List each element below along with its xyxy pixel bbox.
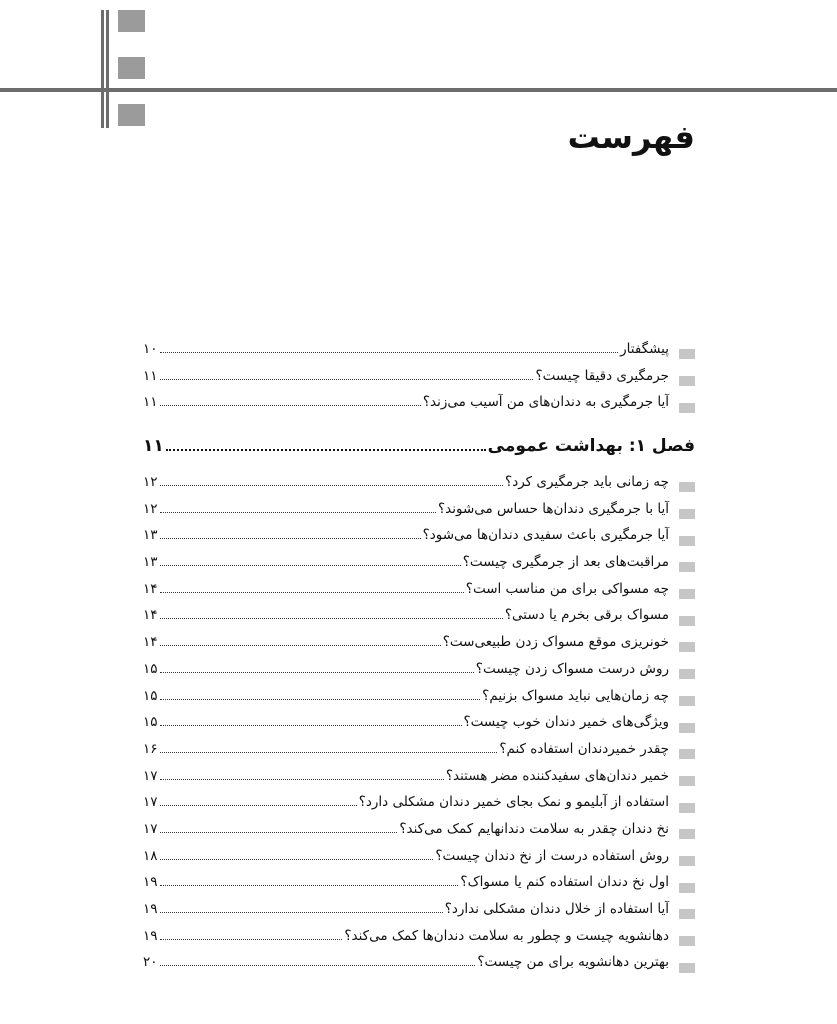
bullet-square-icon bbox=[679, 883, 695, 893]
toc-entry-label: نخ دندان چقدر به سلامت دندانهایم کمک می‌کند؟ bbox=[399, 820, 669, 837]
bullet-square-icon bbox=[679, 642, 695, 652]
toc-entry[interactable] bbox=[143, 394, 695, 421]
toc-entry[interactable] bbox=[143, 501, 695, 528]
header-square-2 bbox=[118, 57, 145, 79]
chapter-label: فصل ۱: بهداشت عمومی bbox=[487, 436, 695, 456]
toc-entry[interactable] bbox=[143, 607, 695, 634]
toc-entry-page-number: ۱۲ bbox=[143, 500, 158, 517]
toc-entry-page-number: ۱۸ bbox=[143, 847, 158, 864]
bullet-square-icon bbox=[679, 856, 695, 866]
dot-leader bbox=[160, 742, 498, 753]
dot-leader bbox=[160, 929, 343, 940]
page-title: فهرست bbox=[567, 118, 695, 156]
bullet-square-icon bbox=[679, 536, 695, 546]
bullet-square-icon bbox=[679, 749, 695, 759]
toc-entry-label: روش درست مسواک زدن چیست؟ bbox=[475, 660, 669, 677]
toc-entry-label: چه زمان‌هایی نباید مسواک بزنیم؟ bbox=[482, 687, 669, 704]
toc-entry[interactable] bbox=[143, 848, 695, 875]
toc-entry-label: آیا با جرمگیری دندان‌ها حساس می‌شوند؟ bbox=[437, 500, 669, 517]
bullet-square-icon bbox=[679, 829, 695, 839]
bullet-square-icon bbox=[679, 723, 695, 733]
toc-entry-label: چقدر خمیردندان استفاده کنم؟ bbox=[499, 740, 669, 757]
bullet-square-icon bbox=[679, 349, 695, 359]
toc-entry[interactable] bbox=[143, 661, 695, 688]
dot-leader bbox=[160, 502, 436, 513]
bullet-square-icon bbox=[679, 776, 695, 786]
bullet-square-icon bbox=[679, 669, 695, 679]
bullet-square-icon bbox=[679, 963, 695, 973]
bullet-square-icon bbox=[679, 936, 695, 946]
dot-leader bbox=[160, 662, 474, 673]
toc-entry[interactable] bbox=[143, 821, 695, 848]
dot-leader bbox=[160, 555, 461, 566]
toc-entry[interactable] bbox=[143, 794, 695, 821]
toc-entry-label: چه مسواکی برای من مناسب است؟ bbox=[465, 580, 669, 597]
dot-leader bbox=[160, 955, 476, 966]
toc-entry-page-number: ۱۴ bbox=[143, 634, 158, 651]
toc-entry[interactable] bbox=[143, 874, 695, 901]
bullet-square-icon bbox=[679, 696, 695, 706]
toc-entry-page-number: ۱۶ bbox=[143, 740, 158, 757]
toc-entry[interactable] bbox=[143, 554, 695, 581]
bullet-square-icon bbox=[679, 616, 695, 626]
toc-entry-page-number: ۱۳ bbox=[143, 527, 158, 544]
bullet-square-icon bbox=[679, 403, 695, 413]
chapter-dot-leader bbox=[166, 437, 486, 451]
chapter-page-number: ۱۱ bbox=[143, 436, 164, 456]
toc-entry-label: دهانشویه چیست و چطور به سلامت دندان‌ها کمک می‌کند؟ bbox=[344, 927, 669, 944]
dot-leader bbox=[160, 635, 441, 646]
toc-entry[interactable] bbox=[143, 368, 695, 395]
toc-entry-page-number: ۱۷ bbox=[143, 820, 158, 837]
toc-entry-page-number: ۱۵ bbox=[143, 714, 158, 731]
dot-leader bbox=[160, 769, 444, 780]
bullet-square-icon bbox=[679, 562, 695, 572]
dot-leader bbox=[160, 902, 443, 913]
dot-leader bbox=[160, 875, 459, 886]
toc-entry-page-number: ۱۷ bbox=[143, 794, 158, 811]
bullet-square-icon bbox=[679, 589, 695, 599]
toc-entry[interactable] bbox=[143, 527, 695, 554]
toc-entry-page-number: ۱۹ bbox=[143, 901, 158, 917]
toc-entry-page-number: ۱۷ bbox=[143, 767, 158, 784]
bullet-square-icon bbox=[679, 509, 695, 519]
toc-entry[interactable] bbox=[143, 954, 695, 981]
toc-entry[interactable] bbox=[143, 474, 695, 501]
toc-entry-page-number: ۱۱ bbox=[143, 394, 158, 411]
toc-entry-page-number: ۱۴ bbox=[143, 580, 158, 597]
toc-entry-list bbox=[143, 474, 695, 981]
toc-entry-page-number: ۲۰ bbox=[143, 954, 158, 971]
toc-entry-page-number: ۱۹ bbox=[143, 874, 158, 891]
toc-entry-page-number: ۱۵ bbox=[143, 687, 158, 704]
toc-entry-label: آیا جرمگیری باعث سفیدی دندان‌ها می‌شود؟ bbox=[422, 527, 669, 544]
bullet-square-icon bbox=[679, 909, 695, 919]
toc-entry-label: روش استفاده درست از نخ دندان چیست؟ bbox=[435, 847, 669, 864]
toc-entry[interactable] bbox=[143, 688, 695, 715]
header-rule bbox=[0, 88, 837, 92]
toc-intro-list bbox=[143, 341, 695, 421]
toc-entry[interactable] bbox=[143, 901, 695, 928]
toc-entry-label: آیا جرمگیری به دندان‌های من آسیب می‌زند؟ bbox=[422, 394, 669, 411]
toc-entry[interactable] bbox=[143, 928, 695, 955]
toc-entry-label: بهترین دهانشویه برای من چیست؟ bbox=[477, 954, 669, 971]
toc-entry-label: خمیر دندان‌های سفیدکننده مضر هستند؟ bbox=[445, 767, 669, 784]
dot-leader bbox=[160, 395, 421, 406]
dot-leader bbox=[160, 822, 398, 833]
bullet-square-icon bbox=[679, 482, 695, 492]
toc-entry[interactable] bbox=[143, 634, 695, 661]
toc-entry[interactable] bbox=[143, 741, 695, 768]
toc-entry-page-number: ۱۰ bbox=[143, 341, 158, 357]
dot-leader bbox=[160, 608, 503, 619]
bullet-square-icon bbox=[679, 376, 695, 386]
toc-entry-label: اول نخ دندان استفاده کنم یا مسواک؟ bbox=[460, 874, 669, 891]
header-vertical-rule-left bbox=[101, 10, 104, 128]
toc-entry-page-number: ۱۳ bbox=[143, 554, 158, 571]
toc-entry-label: مراقبت‌های بعد از جرمگیری چیست؟ bbox=[462, 554, 669, 571]
toc-entry-label: جرمگیری دقیقا چیست؟ bbox=[535, 367, 669, 384]
toc-entry[interactable] bbox=[143, 581, 695, 608]
dot-leader bbox=[160, 475, 504, 486]
dot-leader bbox=[160, 369, 534, 380]
dot-leader bbox=[160, 849, 434, 860]
toc-entry-label: پیشگفتار bbox=[620, 341, 669, 357]
toc-entry-page-number: ۱۹ bbox=[143, 927, 158, 944]
bullet-square-icon bbox=[679, 803, 695, 813]
chapter-heading[interactable] bbox=[143, 436, 695, 466]
header-square-1 bbox=[118, 10, 145, 32]
toc-entry-label: مسواک برقی بخرم یا دستی؟ bbox=[504, 607, 669, 624]
dot-leader bbox=[160, 689, 481, 700]
header-vertical-rule-right bbox=[106, 10, 109, 128]
dot-leader bbox=[160, 582, 464, 593]
header-square-3 bbox=[118, 104, 145, 126]
toc-entry-label: چه زمانی باید جرمگیری کرد؟ bbox=[505, 474, 669, 490]
toc-entry[interactable] bbox=[143, 341, 695, 368]
toc-entry-page-number: ۱۱ bbox=[143, 367, 158, 384]
dot-leader bbox=[160, 528, 421, 539]
toc-entry-label: استفاده از آبلیمو و نمک بجای خمیر دندان مشکلی دارد؟ bbox=[358, 794, 669, 811]
dot-leader bbox=[160, 715, 462, 726]
toc-entry-page-number: ۱۴ bbox=[143, 607, 158, 624]
dot-leader bbox=[160, 342, 619, 353]
toc-entry-label: ویژگی‌های خمیر دندان خوب چیست؟ bbox=[463, 714, 669, 731]
toc-entry[interactable] bbox=[143, 768, 695, 795]
toc-entry-page-number: ۱۲ bbox=[143, 474, 158, 490]
toc-entry-label: آیا استفاده از خلال دندان مشکلی ندارد؟ bbox=[444, 901, 669, 917]
toc-entry[interactable] bbox=[143, 714, 695, 741]
toc-entry-label: خونریزی موقع مسواک زدن طبیعی‌ست؟ bbox=[442, 634, 669, 651]
toc-entry-page-number: ۱۵ bbox=[143, 660, 158, 677]
dot-leader bbox=[160, 795, 357, 806]
